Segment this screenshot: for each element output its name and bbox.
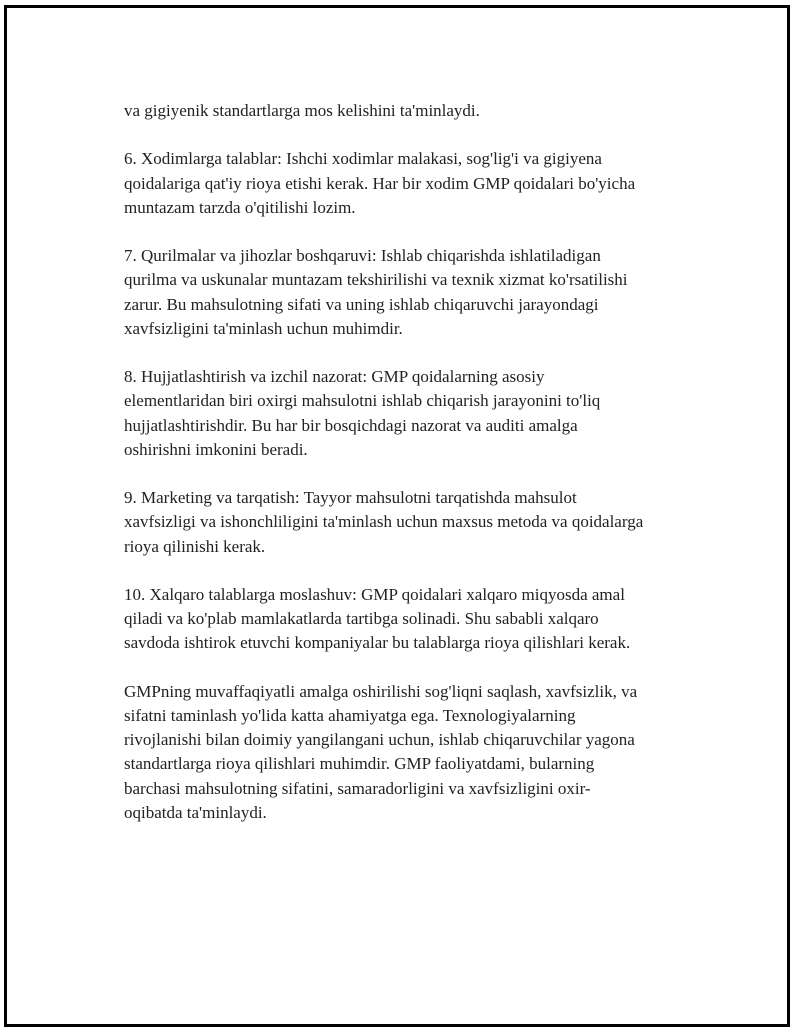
- paragraph-international-requirements: 10. Xalqaro talablarga moslashuv: GMP qoidalari xalqaro miqyosda amal qiladi va ko'plab mamlakatlarda tartibga solinadi. Shu sababli xalqaro savdoda ishtirok etuvchi kompaniyalar bu talablarga rioya qilishlari kerak.: [124, 584, 631, 653]
- paragraph-staff-requirements: 6. Xodimlarga talablar: Ishchi xodimlar malakasi, sog'lig'i va gigiyena qoidalariga qat'iy rioya etishi kerak. Har bir xodim GMP qoidalari bo'yicha muntazam tarzda o'qitilishi lozim.: [124, 149, 636, 217]
- page-frame: [4, 5, 790, 1027]
- document-body: [124, 99, 704, 825]
- paragraph-conclusion: GMPning muvaffaqiyatli amalga oshirilishi sog'liqni saqlash, xavfsizlik, va sifatni taminlash yo'lida katta ahamiyatga ega. Texnologiyalarning rivojlanishi bilan doimiy yangilangani uchun, ishlab chiqaruvchilar yagona standartlarga rioya qilishlari muhimdir. GMP faoliyatdami, bularning barchasi mahsulotning sifatini, samaradorligini va xavfsizligini oxir- oqibatda ta'minlaydi.: [124, 681, 638, 822]
- paragraph-documentation-control: 8. Hujjatlashtirish va izchil nazorat: GMP qoidalarning asosiy elementlaridan biri oxirgi mahsulotni ishlab chiqarish jarayonini to'liq hujjatlashtirishdir. Bu har bir bosqichdagi nazorat va auditi amalga oshirishni imkonini beradi.: [124, 367, 601, 459]
- paragraph-continuation: va gigiyenik standartlarga mos kelishini ta'minlaydi.: [124, 101, 480, 120]
- paragraph-marketing-distribution: 9. Marketing va tarqatish: Tayyor mahsulotni tarqatishda mahsulot xavfsizligi va ishonchliligini ta'minlash uchun maxsus metoda va qoidalarga rioya qilinishi kerak.: [124, 488, 644, 556]
- paragraph-equipment-management: 7. Qurilmalar va jihozlar boshqaruvi: Ishlab chiqarishda ishlatiladigan qurilma va uskunalar muntazam tekshirilishi va texnik xizmat ko'rsatilishi zarur. Bu mahsulotning sifati va uning ishlab chiqaruvchi jarayondagi xavfsizligini ta'minlash uchun muhimdir.: [124, 246, 628, 338]
